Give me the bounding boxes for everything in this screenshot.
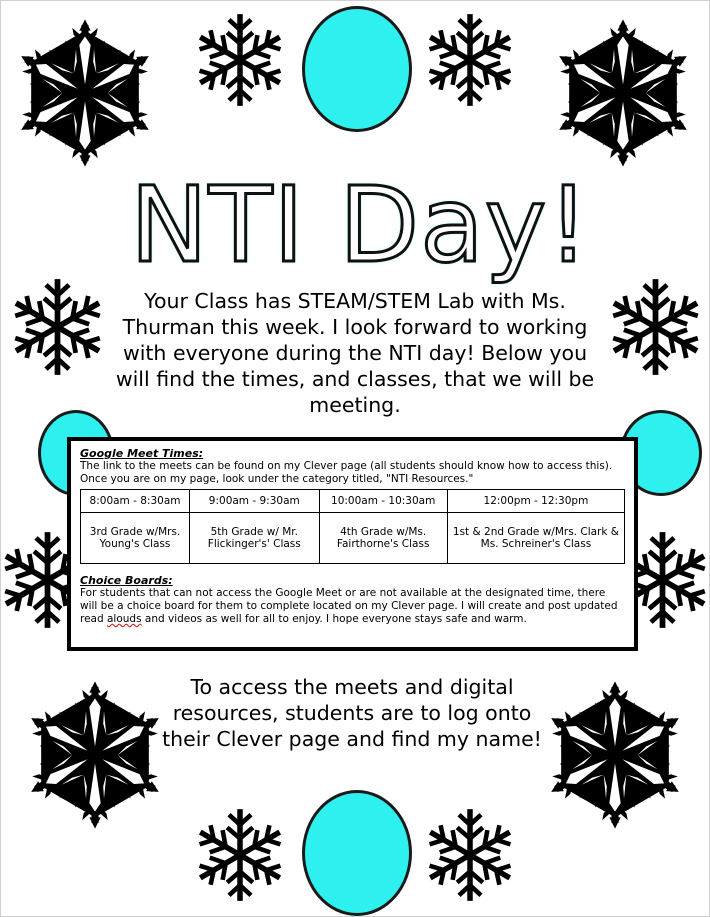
time-cell: 9:00am - 9:30am — [190, 490, 319, 513]
choice-text-end: and videos as well for all to enjoy. I hope everyone stays safe and warm. — [141, 613, 527, 625]
info-panel — [67, 437, 638, 651]
snowflake-outline-icon — [0, 262, 115, 392]
table-row — [81, 490, 625, 513]
misspelled-word: alouds — [106, 613, 142, 625]
outro-text: To access the meets and digital resources, students are to log onto their Clever page and find my name! — [162, 675, 542, 751]
snowflake-outline-icon — [185, 800, 295, 910]
intro-text: Your Class has STEAM/STEM Lab with Ms. Thurman this week. I look forward to working with everyone during the NTI day! Below you will find the times, and classes, that we will be meeting. — [115, 289, 595, 417]
time-cell: 10:00am - 10:30am — [319, 490, 447, 513]
schedule-table — [80, 489, 625, 564]
snowflake-outline-icon — [415, 5, 525, 115]
time-cell: 12:00pm - 12:30pm — [447, 490, 624, 513]
class-cell: 4th Grade w/Ms. Fairthorne's Class — [319, 513, 447, 564]
class-cell: 5th Grade w/ Mr. Flickinger's' Class — [190, 513, 319, 564]
class-cell: 1st & 2nd Grade w/Mrs. Clark & Ms. Schreiner's Class — [447, 513, 624, 564]
snowflake-outline-icon — [415, 800, 525, 910]
choice-heading: Choice Boards: — [80, 574, 173, 587]
snowflake-outline-icon — [598, 262, 710, 392]
meet-description: The link to the meets can be found on my Clever page (all students should know how to access this). Once you are on my page, look under the category titled, "NTI Resources." — [80, 460, 613, 485]
snowflake-outline-icon — [185, 5, 295, 115]
snowflake-icon — [530, 670, 700, 840]
page-title: NTI Day! — [129, 164, 591, 286]
meet-heading: Google Meet Times: — [80, 447, 204, 460]
cyan-oval-top — [302, 6, 412, 132]
choice-text-start: For students that can not access the Google Meet or are not available at the designated time, there will be a choice board for them to complete located on my Clever page. I will create and post updated read — [80, 587, 618, 625]
cyan-oval-bottom — [302, 790, 412, 916]
table-row — [81, 513, 625, 564]
snowflake-icon — [0, 8, 170, 178]
class-cell: 3rd Grade w/Mrs. Young's Class — [81, 513, 190, 564]
time-cell: 8:00am - 8:30am — [81, 490, 190, 513]
snowflake-icon — [538, 8, 708, 178]
choice-text — [80, 587, 625, 626]
